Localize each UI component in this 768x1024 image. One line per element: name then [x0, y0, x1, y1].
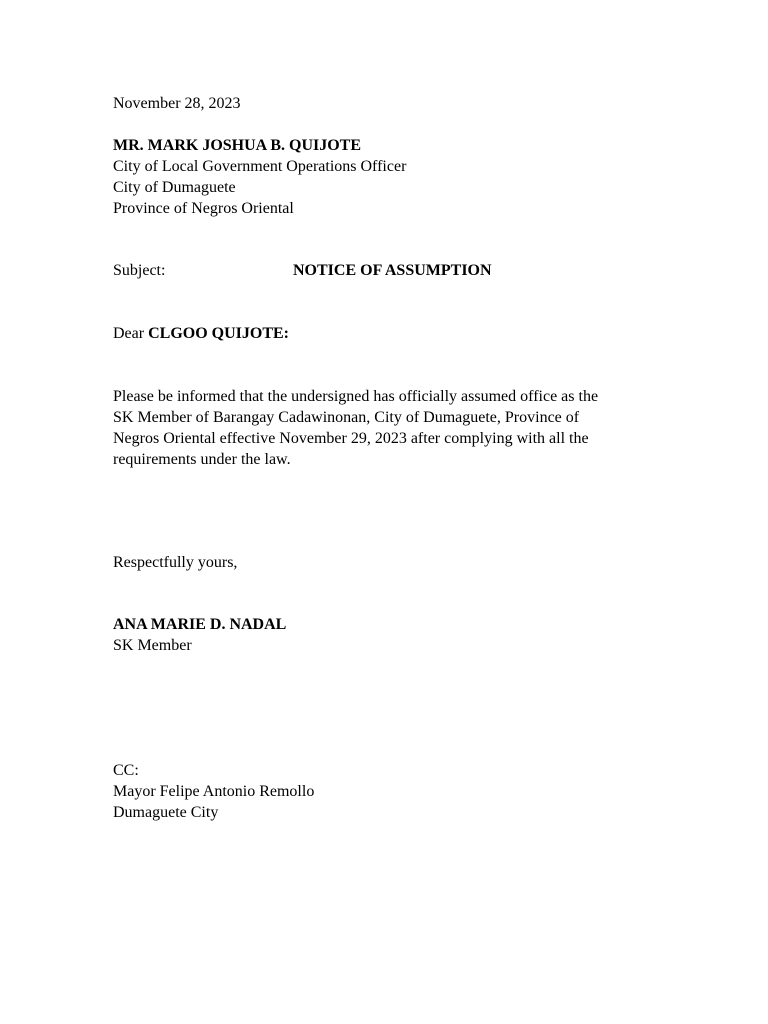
salutation-prefix: Dear	[113, 325, 145, 342]
subject-label: Subject:	[113, 262, 166, 279]
recipient-province: Province of Negros Oriental	[113, 200, 294, 217]
cc-label: CC:	[113, 762, 139, 779]
signatory-name: ANA MARIE D. NADAL	[113, 616, 287, 633]
salutation	[113, 323, 289, 344]
signatory-position: SK Member	[113, 637, 192, 654]
subject-text: NOTICE OF ASSUMPTION	[293, 262, 492, 279]
letter-date: November 28, 2023	[113, 95, 241, 112]
body-line: Negros Oriental effective November 29, 2023 after complying with all the	[113, 430, 589, 447]
body-line: Please be informed that the undersigned has officially assumed office as the	[113, 388, 599, 405]
closing: Respectfully yours,	[113, 554, 238, 571]
body-line: requirements under the law.	[113, 451, 291, 468]
cc-recipient: Mayor Felipe Antonio Remollo	[113, 783, 315, 800]
recipient-city: City of Dumaguete	[113, 179, 236, 196]
cc-recipient-city: Dumaguete City	[113, 804, 219, 821]
recipient-title: City of Local Government Operations Officer	[113, 158, 407, 175]
body-line: SK Member of Barangay Cadawinonan, City of Dumaguete, Province of	[113, 409, 580, 426]
body-paragraph	[113, 386, 598, 470]
salutation-name: CLGOO QUIJOTE:	[148, 325, 289, 342]
recipient-name: MR. MARK JOSHUA B. QUIJOTE	[113, 137, 362, 154]
